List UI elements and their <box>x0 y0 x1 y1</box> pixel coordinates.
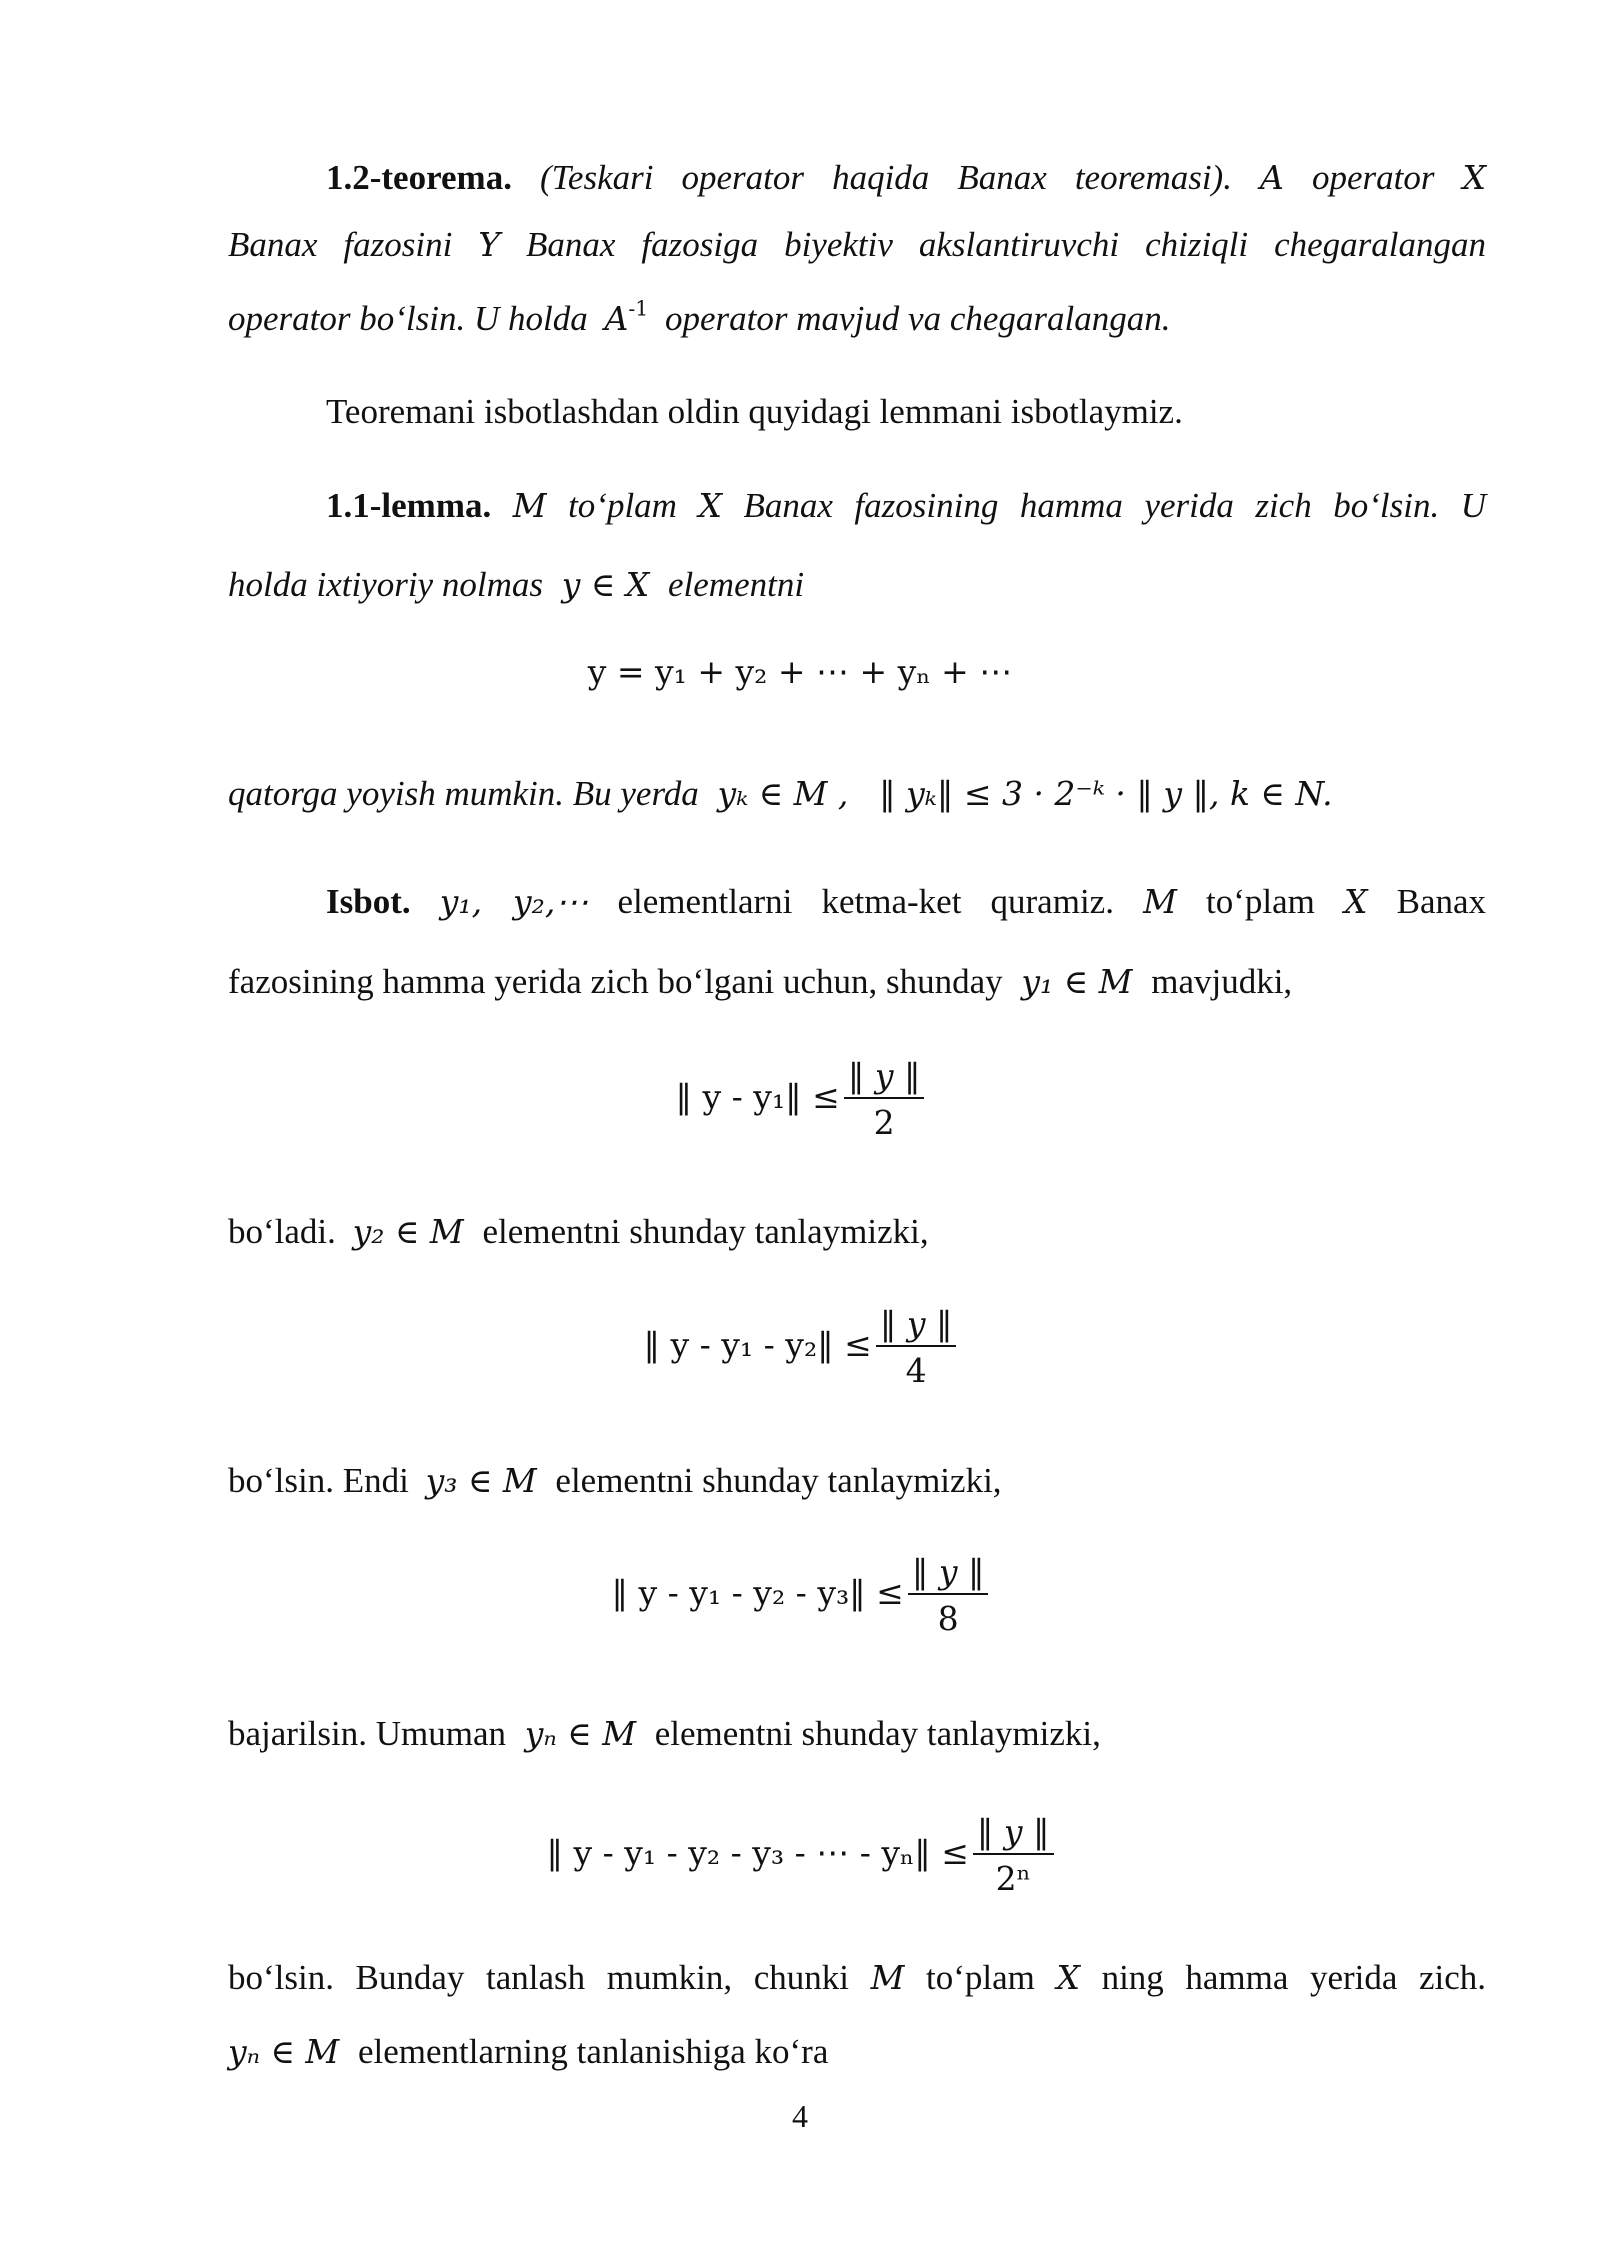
equation-3-denominator: 8 <box>937 1599 959 1638</box>
equation-4-denominator: 2ⁿ <box>995 1859 1031 1898</box>
equation-1-fraction <box>844 1056 925 1142</box>
math-M: M <box>870 1958 905 1997</box>
proof-line-4-end: elementni shunday tanlaymizki, <box>555 1461 1002 1500</box>
math-A-inverse <box>604 296 649 338</box>
equation-4 <box>0 1812 1600 1898</box>
proof-line-3-end: elementni shunday tanlaymizki, <box>482 1212 929 1251</box>
proof-line-5 <box>228 1712 1486 1756</box>
word-banax: Banax <box>1396 882 1487 921</box>
proof-line-5-start: bajarilsin. Umuman <box>228 1714 507 1753</box>
page-number: 4 <box>792 2098 808 2134</box>
lemma-line-1-text: Banax fazosining hamma yerida zich bo‘lsin. U <box>743 486 1486 525</box>
theorem-label: 1.2-teorema. <box>326 158 512 197</box>
equation-3-numerator: ‖ y ‖ <box>908 1552 989 1595</box>
math-yn-in-M: yₙ ∈ M <box>228 2032 340 2071</box>
intro-paragraph: Teoremani isbotlashdan oldin quyidagi lemmani isbotlaymiz. <box>326 392 1183 431</box>
equation-4-fraction <box>973 1812 1054 1898</box>
proof-line-1 <box>326 880 1486 924</box>
math-y-in-X: y ∈ X <box>561 565 650 604</box>
equation-3-left: ‖ y - y₁ - y₂ - y₃‖ ≤ <box>611 1573 904 1612</box>
equation-1 <box>0 1056 1600 1142</box>
math-X: X <box>1344 882 1368 921</box>
proof-line-7 <box>228 2030 1486 2074</box>
word-toplam: to‘plam <box>1206 882 1315 921</box>
equation-3 <box>0 1552 1600 1638</box>
theorem-line-3 <box>228 297 1486 341</box>
equation-2-denominator: 4 <box>905 1351 927 1390</box>
lemma-line-2 <box>228 563 1486 607</box>
equation-2-left: ‖ y - y₁ - y₂‖ ≤ <box>643 1325 872 1364</box>
proof-label: Isbot. <box>326 882 411 921</box>
equation-2 <box>0 1304 1600 1390</box>
theorem-line-1 <box>326 156 1486 200</box>
equation-1-numerator: ‖ y ‖ <box>844 1056 925 1099</box>
equation-2-fraction <box>876 1304 957 1390</box>
proof-line-7-end: elementlarning tanlanishiga ko‘ra <box>357 2032 829 2071</box>
lemma-line-1 <box>326 484 1486 528</box>
equation-1-left: ‖ y - y₁‖ ≤ <box>675 1077 840 1116</box>
proof-line-3-start: bo‘ladi. <box>228 1212 336 1251</box>
theorem-line-3-start: operator bo‘lsin. U holda <box>228 299 588 338</box>
math-y3-in-M: y₃ ∈ M <box>425 1461 537 1500</box>
proof-line-5-end: elementni shunday tanlaymizki, <box>654 1714 1101 1753</box>
theorem-line-3-end: operator mavjud va chegaralangan. <box>665 299 1171 338</box>
lemma-label: 1.1-lemma. <box>326 486 492 525</box>
math-X: X <box>1056 1958 1080 1997</box>
math-A: A <box>1260 158 1284 197</box>
proof-line-6-end: ning hamma yerida zich. <box>1101 1958 1487 1997</box>
math-M: M <box>512 486 547 525</box>
word-toplam: to‘plam <box>926 1958 1035 1997</box>
math-sequence: y₁, y₂,⋯ <box>439 882 589 921</box>
equation-4-left: ‖ y - y₁ - y₂ - y₃ - ⋯ - yₙ‖ ≤ <box>546 1833 969 1872</box>
equation-1-denominator: 2 <box>873 1103 895 1142</box>
lemma-line-3 <box>228 772 1486 816</box>
equation-4-numerator: ‖ y ‖ <box>973 1812 1054 1855</box>
proof-line-2 <box>228 960 1486 1004</box>
math-norm-bound: ‖ yₖ‖ ≤ 3 · 2⁻ᵏ · ‖ y ‖, k ∈ N. <box>879 774 1333 813</box>
theorem-line-2 <box>228 223 1486 267</box>
word-operator: operator <box>1311 158 1435 197</box>
proof-line-4-start: bo‘lsin. Endi <box>228 1461 409 1500</box>
math-A-inverse-exp: -1 <box>628 296 649 321</box>
proof-line-3 <box>228 1210 1486 1254</box>
lemma-line-3-start: qatorga yoyish mumkin. Bu yerda <box>228 774 699 813</box>
proof-line-6-start: bo‘lsin. Bunday tanlash mumkin, chunki <box>228 1958 850 1997</box>
math-yn-in-M: yₙ ∈ M <box>524 1714 636 1753</box>
word-toplam: to‘plam <box>568 486 677 525</box>
math-X: X <box>698 486 722 525</box>
math-y2-in-M: y₂ ∈ M <box>352 1212 464 1251</box>
math-A-inverse-base: A <box>604 299 629 338</box>
text-banax-fazosini: Banax fazosini <box>228 225 453 264</box>
proof-line-6 <box>228 1956 1486 2000</box>
math-X: X <box>1462 158 1486 197</box>
math-M: M <box>1143 882 1177 921</box>
math-Y: Y <box>478 225 501 264</box>
series-equation: y = y₁ + y₂ + ⋯ + yₙ + ⋯ <box>587 652 1013 691</box>
equation-3-fraction <box>908 1552 989 1638</box>
proof-line-2-end: mavjudki, <box>1151 962 1293 1001</box>
proof-line-1-text: elementlarni ketma-ket quramiz. <box>617 882 1114 921</box>
theorem-name: (Teskari operator haqida Banax teoremasi). <box>540 158 1232 197</box>
theorem-line-2-text: Banax fazosiga biyektiv akslantiruvchi chiziqli chegaralangan <box>526 225 1486 264</box>
lemma-line-2-end: elementni <box>668 565 805 604</box>
lemma-line-2-start: holda ixtiyoriy nolmas <box>228 565 543 604</box>
math-yk-in-M: yₖ ∈ M , <box>717 774 849 813</box>
math-y1-in-M: y₁ ∈ M <box>1021 962 1133 1001</box>
proof-line-2-start: fazosining hamma yerida zich bo‘lgani uchun, shunday <box>228 962 1003 1001</box>
equation-2-numerator: ‖ y ‖ <box>876 1304 957 1347</box>
proof-line-4 <box>228 1459 1486 1503</box>
